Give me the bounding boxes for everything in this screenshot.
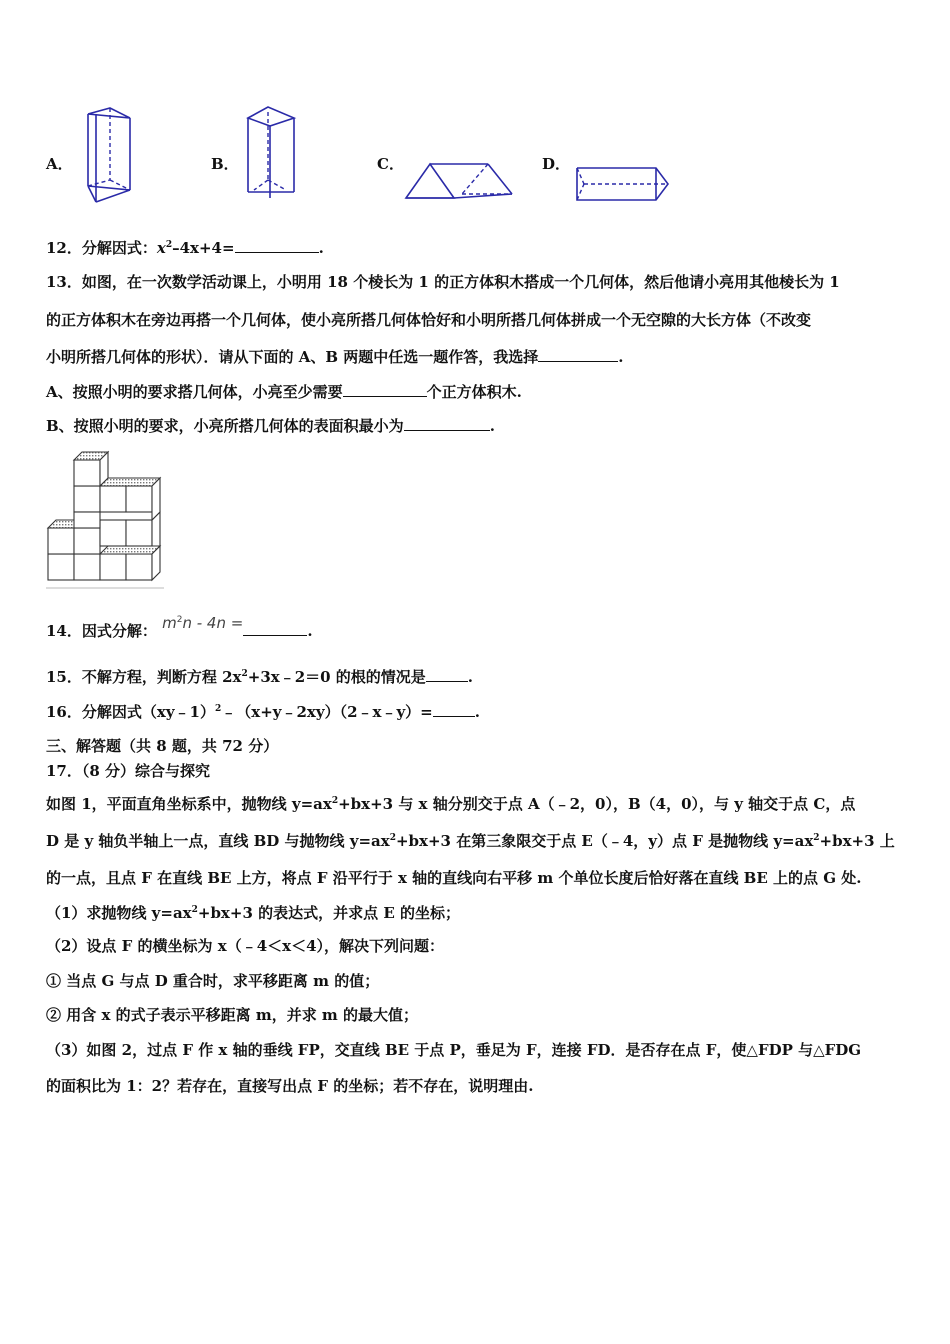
q15-text-pre: 15．不解方程，判断方程 2x: [46, 668, 242, 686]
q16-text-pre: 16．分解因式（xy﹣1）: [46, 703, 215, 721]
q14-expression: [162, 614, 243, 632]
option-d-figure: [574, 164, 674, 204]
q13-a-blank[interactable]: [343, 382, 427, 397]
q13-option-a-end: 个正方体积木.: [426, 383, 522, 401]
q17-sub-3-line-1: （3）如图 2，过点 F 作 x 轴的垂线 FP，交直线 BE 于点 P，垂足为 F，连接 FD．是否存在点 F，使△FDP 与△FDG: [46, 1041, 862, 1059]
option-c-figure: [404, 156, 516, 204]
q13-option-b-end: .: [489, 417, 495, 435]
option-a-label: A．: [46, 155, 73, 173]
option-c-label: C．: [377, 155, 404, 173]
q13-line-3: [46, 346, 624, 367]
q14-expr-rest: n - 4n =: [182, 614, 244, 632]
q13-line-3-text: 小明所搭几何体的形状）．请从下面的 A、B 两题中任选一题作答，我选择: [46, 348, 539, 366]
q17-s1-b: +bx+3 的表达式，并求点 E 的坐标；: [197, 904, 460, 922]
q13-option-a-text: A、按照小明的要求搭几何体，小亮至少需要: [46, 383, 343, 401]
q17-sub-3-line-2: 的面积比为 1：2？若存在，直接写出点 F 的坐标；若不存在，说明理由.: [46, 1077, 534, 1095]
cube-stack-figure: [44, 446, 168, 592]
q13-line-2: 的正方体积木在旁边再搭一个几何体，使小亮所搭几何体恰好和小明所搭几何体拼成一个无空隙的大长方体（不改变: [46, 311, 812, 329]
q12-label: 12．分解因式：: [46, 239, 157, 257]
q17-p2-a: D 是 y 轴负半轴上一点，直线 BD 与抛物线 y=ax: [46, 832, 390, 850]
question-15: [46, 666, 473, 687]
q17-p2-b: +bx+3 在第三象限交于点 E（﹣4，y）点 F 是抛物线 y=ax: [395, 832, 814, 850]
q17-sub-2-ii: ② 用含 x 的式子表示平移距离 m，并求 m 的最大值；: [46, 1006, 419, 1024]
option-b-figure: [240, 104, 302, 202]
q13-option-a: [46, 381, 522, 402]
question-16: [46, 701, 480, 722]
q17-s1-exp: 2: [191, 905, 198, 915]
q17-s1-a: （1）求抛物线 y=ax: [46, 904, 192, 922]
q17-p1-b: +bx+3 与 x 轴分别交于点 A（﹣2，0），B（4，0），与 y 轴交于点 C，点: [338, 795, 856, 813]
q17-p2-c: +bx+3 上: [819, 832, 895, 850]
q17-sub-1: [46, 902, 460, 923]
q17-paragraph-2: [46, 830, 895, 851]
option-b-label: B．: [211, 155, 239, 173]
q14-label: 14．因式分解：: [46, 622, 157, 640]
q17-paragraph-3: 的一点，且点 F 在直线 BE 上方，将点 F 沿平行于 x 轴的直线向右平移 m 个单位长度后恰好落在直线 BE 上的点 G 处.: [46, 869, 862, 887]
q16-end: .: [474, 703, 480, 721]
option-d-label: D．: [542, 155, 571, 173]
q17-p1-a: 如图 1，平面直角坐标系中，抛物线 y=ax: [46, 795, 332, 813]
q13-line-1: 13．如图，在一次数学活动课上，小明用 18 个棱长为 1 的正方体积木搭成一个几何体，然后他请小亮用其他棱长为 1: [46, 273, 840, 291]
q15-text-post: +3x﹣2＝0 的根的情况是: [247, 668, 426, 686]
q13-option-b-text: B、按照小明的要求，小亮所搭几何体的表面积最小为: [46, 417, 404, 435]
q13-b-blank[interactable]: [404, 416, 490, 431]
q12-end: .: [318, 239, 324, 257]
section-3-heading: 三、解答题（共 8 题，共 72 分）: [46, 737, 279, 755]
q13-line-3-end: .: [618, 348, 624, 366]
q13-choice-blank[interactable]: [538, 347, 618, 362]
q16-answer-blank[interactable]: [433, 702, 475, 717]
q17-p1-exp: 2: [331, 796, 339, 806]
question-14: [46, 614, 313, 641]
q16-text-post: ﹣（x+y﹣2xy）（2﹣x﹣y）=: [221, 703, 433, 721]
q12-answer-blank[interactable]: [235, 238, 319, 253]
q17-p2-exp: 2: [389, 833, 396, 843]
q15-end: .: [467, 668, 474, 686]
q17-title: 17．（8 分）综合与探究: [46, 762, 211, 780]
q17-sub-2-i: ① 当点 G 与点 D 重合时，求平移距离 m 的值；: [46, 972, 380, 990]
option-a-figure: [82, 106, 140, 206]
q14-end: .: [307, 622, 313, 640]
q15-answer-blank[interactable]: [426, 667, 468, 682]
q14-exp: 2: [176, 615, 183, 625]
q14-answer-blank[interactable]: [243, 621, 307, 636]
q13-option-b: [46, 415, 495, 436]
q12-var: x: [156, 239, 166, 257]
q17-paragraph-1: [46, 793, 855, 814]
q17-p2-exp-2: 2: [813, 833, 820, 843]
q15-exp: 2: [241, 669, 248, 679]
q14-var-m: m: [162, 614, 177, 632]
q12-exp: 2: [165, 240, 173, 250]
q16-exp: 2: [214, 704, 222, 714]
q12-expr: –4x+4=: [172, 239, 235, 257]
question-12: [46, 237, 324, 258]
q17-sub-2: （2）设点 F 的横坐标为 x（﹣4＜x＜4），解决下列问题：: [46, 937, 445, 955]
